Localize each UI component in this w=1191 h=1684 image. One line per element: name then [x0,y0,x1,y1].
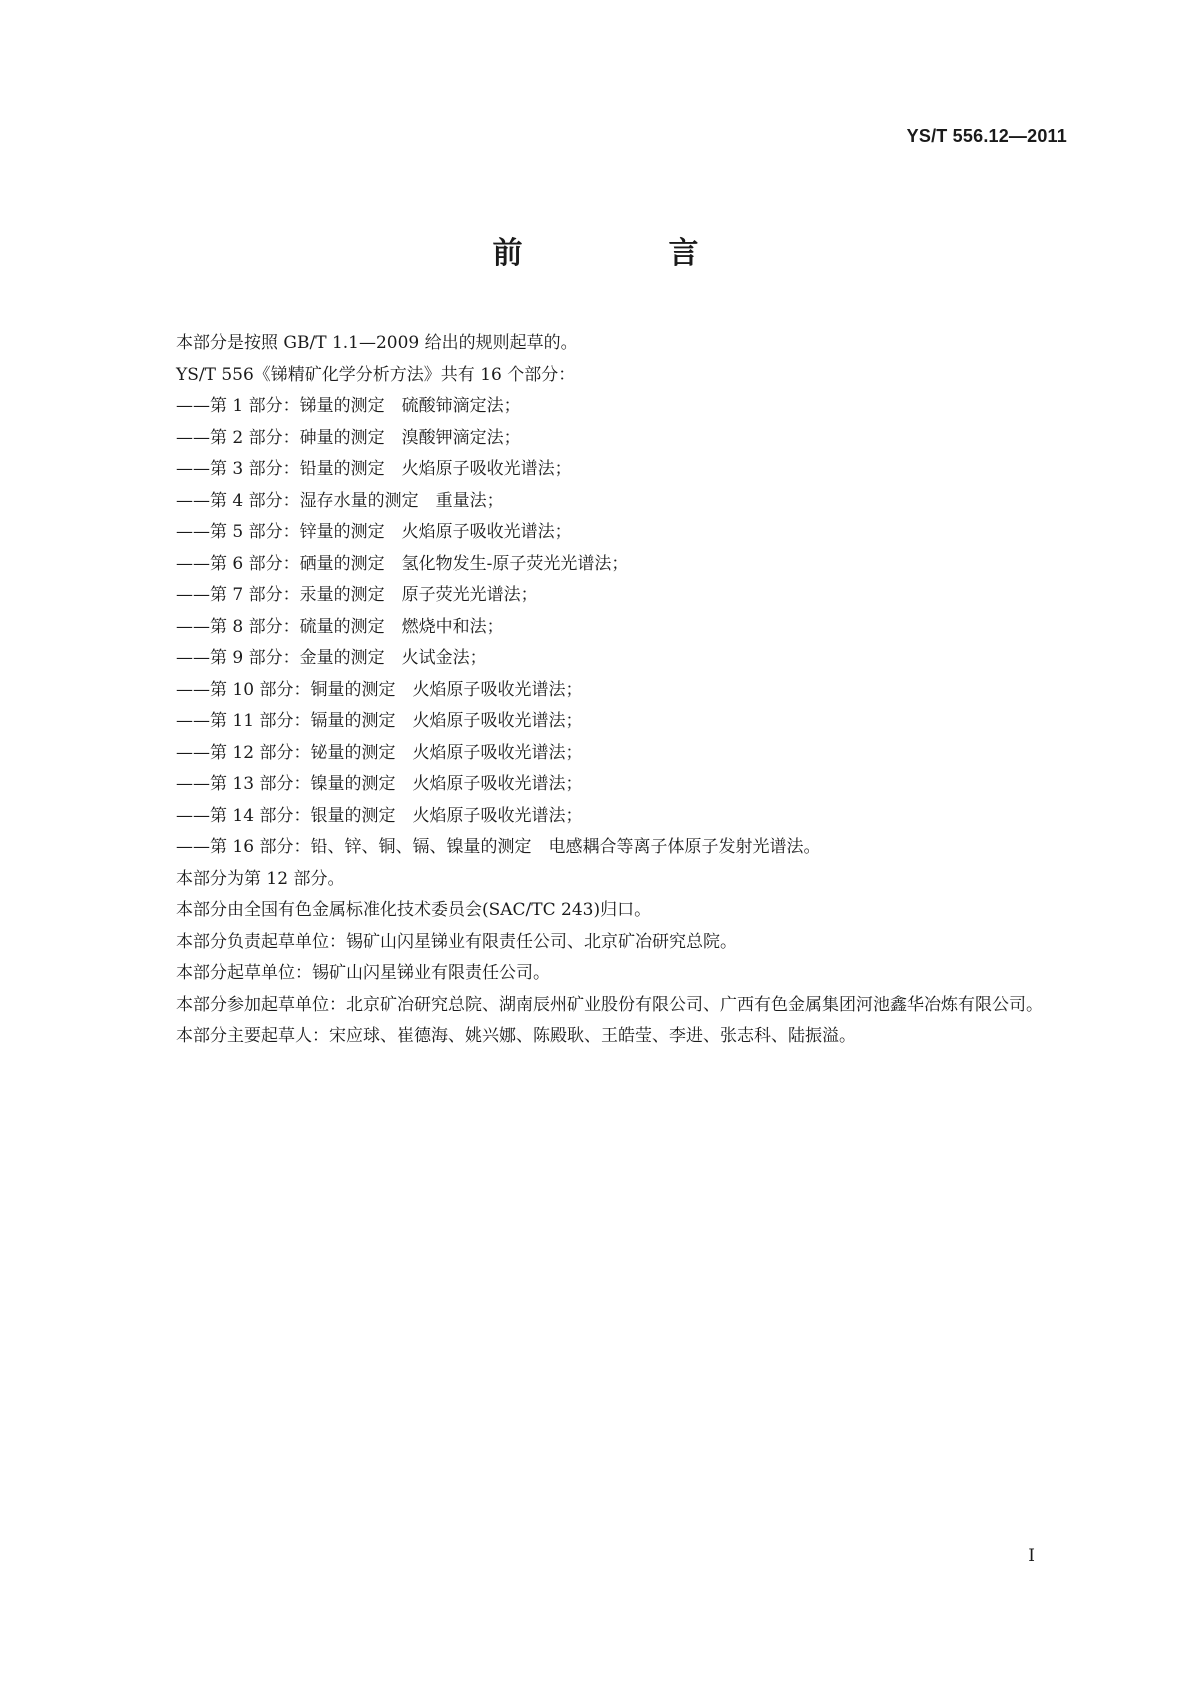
paragraph-drafting-unit: 本部分起草单位：锡矿山闪星锑业有限责任公司。 [176,963,550,983]
list-item-part-16: ——第 16 部分：铅、锌、铜、镉、镍量的测定 电感耦合等离子体原子发射光谱法。 [176,837,821,857]
list-item-part-8: ——第 8 部分：硫量的测定 燃烧中和法； [176,616,504,637]
paragraph-basis: 本部分是按照 GB/T 1.1—2009 给出的规则起草的。 [176,333,578,353]
list-item-part-13: ——第 13 部分：镍量的测定 火焰原子吸收光谱法； [176,774,583,794]
list-item-part-10: ——第 10 部分：铜量的测定 火焰原子吸收光谱法； [176,679,583,700]
standard-code: YS/T 556.12—2011 [906,126,1067,146]
list-item-part-3: ——第 3 部分：铅量的测定 火焰原子吸收光谱法； [176,459,572,479]
paragraph-participating-units: 本部分参加起草单位：北京矿冶研究总院、湖南辰州矿业股份有限公司、广西有色金属集团河池鑫华冶炼有限公司。 [176,994,1043,1015]
paragraph-committee: 本部分由全国有色金属标准化技术委员会(SAC/TC 243)归口。 [176,900,652,920]
page-number: I [1028,1546,1035,1566]
list-item-part-11: ——第 11 部分：镉量的测定 火焰原子吸收光谱法； [176,711,583,731]
list-item-part-2: ——第 2 部分：砷量的测定 溴酸钾滴定法； [176,427,521,448]
paragraph-this-part: 本部分为第 12 部分。 [176,868,345,889]
list-item-part-14: ——第 14 部分：银量的测定 火焰原子吸收光谱法； [176,805,583,826]
list-item-part-1: ——第 1 部分：锑量的测定 硫酸铈滴定法； [176,396,521,416]
list-item-part-12: ——第 12 部分：铋量的测定 火焰原子吸收光谱法； [176,742,583,763]
list-item-part-6: ——第 6 部分：硒量的测定 氢化物发生-原子荧光光谱法； [176,553,629,574]
paragraph-responsible-units: 本部分负责起草单位：锡矿山闪星锑业有限责任公司、北京矿冶研究总院。 [176,931,737,952]
paragraph-drafters: 本部分主要起草人：宋应球、崔德海、姚兴娜、陈殿耿、王皓莹、李进、张志科、陆振溢。 [176,1026,856,1046]
list-item-part-9: ——第 9 部分：金量的测定 火试金法； [176,648,487,668]
list-item-part-5: ——第 5 部分：锌量的测定 火焰原子吸收光谱法； [176,522,572,542]
paragraph-parts-intro: YS/T 556《锑精矿化学分析方法》共有 16 个部分： [176,364,576,385]
list-item-part-4: ——第 4 部分：湿存水量的测定 重量法； [176,490,504,511]
page-title: 前 言 [492,236,757,271]
list-item-part-7: ——第 7 部分：汞量的测定 原子荧光光谱法； [176,585,538,605]
document-body [130,328,1070,1053]
